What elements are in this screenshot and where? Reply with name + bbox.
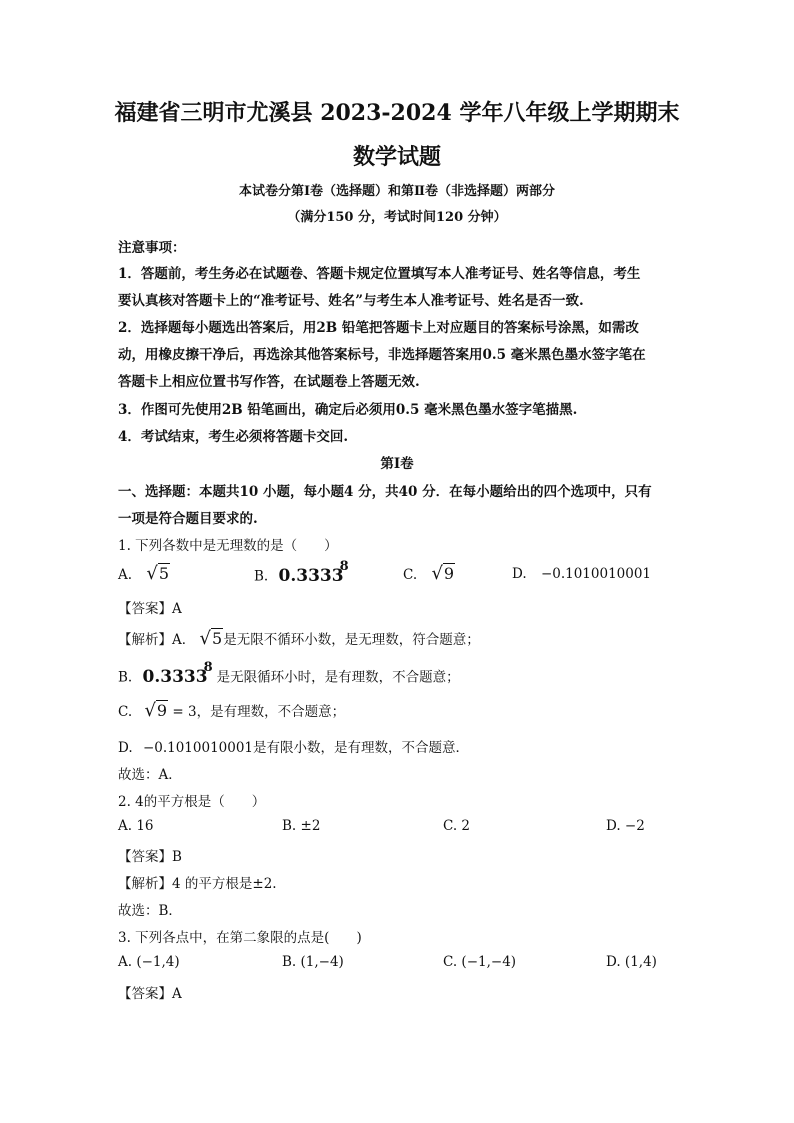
q2-option-a: A. 16 — [118, 818, 154, 834]
option-label: A. — [118, 567, 133, 583]
repeat-dot-mark: 8 — [339, 559, 349, 574]
q1-option-c — [403, 563, 455, 584]
repeat-dot-mark: 8 — [203, 660, 213, 675]
radicand: 9 — [443, 564, 455, 583]
notes-line: 1．答题前，考生务必在试题卷、答题卡规定位置填写本人准考证号、姓名等信息，考生 — [118, 266, 641, 282]
exam-scoring: （满分150 分，考试时间120 分钟） — [287, 210, 507, 225]
notes-line: 答题卡上相应位置书写作答，在试题卷上答题无效. — [118, 374, 420, 390]
question-3-stem: 3. 下列各点中，在第二象限的点是( ) — [118, 930, 362, 946]
notes-line: 4．考试结束，考生必须将答题卡交回. — [118, 429, 349, 445]
radicand: 5 — [158, 564, 170, 583]
sqrt-expression: √5 — [199, 628, 223, 649]
option-label: B. — [254, 568, 269, 585]
section-label: 第Ⅰ卷 — [380, 456, 414, 472]
q1-analysis-c: C. √9 = 3，是有理数，不合题意； — [118, 700, 346, 721]
q3-option-d: D. (1,4) — [606, 954, 657, 970]
equation-result: = 3 — [172, 704, 197, 720]
notes-line: 要认真核对答题卡上的“准考证号、姓名”与考生本人准考证号、姓名是否一致. — [118, 293, 584, 309]
option-label: C. — [403, 567, 418, 583]
section-instruction: 一、选择题：本题共10 小题，每小题4 分，共40 分．在每小题给出的四个选项中，只有 — [118, 484, 652, 500]
q2-analysis: 【解析】4 的平方根是±2. — [118, 876, 277, 892]
q1-analysis-d: D. −0.1010010001是有限小数，是有理数，不合题意． — [118, 740, 470, 756]
q3-answer: 【答案】A — [118, 986, 182, 1002]
q1-analysis-b: B. 0.3333$^8$是无限循环小时，是有理数，不合题意； — [118, 660, 460, 687]
option-value: −0.1010010001 — [540, 566, 652, 582]
q2-option-d: D. −2 — [606, 818, 645, 834]
q3-option-b: B. (1,−4) — [282, 954, 344, 970]
q1-option-a — [118, 563, 170, 584]
notes-heading: 注意事项： — [118, 240, 186, 256]
q2-answer: 【答案】B — [118, 849, 182, 865]
q2-conclusion: 故选：B． — [118, 903, 182, 919]
sqrt-expression: √9 — [431, 563, 455, 584]
radicand: 5 — [212, 629, 223, 648]
q1-option-d — [512, 566, 651, 582]
sqrt-expression: √9 — [144, 700, 168, 721]
q1-option-b — [254, 559, 353, 586]
q3-option-c: C. (−1,−4) — [443, 954, 517, 970]
option-label: D. — [512, 566, 527, 582]
q2-option-b: B. ±2 — [282, 818, 321, 834]
section-instruction: 一项是符合题目要求的. — [118, 511, 258, 527]
exam-title-line1: 福建省三明市尤溪县 2023-2024 学年八年级上学期期末 — [114, 100, 680, 126]
radicand: 9 — [156, 701, 168, 720]
q1-answer: 【答案】A — [118, 601, 182, 617]
notes-line: 动，用橡皮擦干净后，再选涂其他答案标号，非选择题答案用0.5 毫米黑色墨水签字笔在 — [118, 347, 646, 363]
sqrt-expression: √5 — [146, 563, 170, 584]
exam-title-line2: 数学试题 — [352, 144, 441, 170]
notes-line: 3．作图可先使用2B 铅笔画出，确定后必须用0.5 毫米黑色墨水签字笔描黑. — [118, 402, 578, 418]
question-1-stem: 1. 下列各数中是无理数的是（ ） — [118, 538, 338, 554]
q1-conclusion: 故选：A． — [118, 767, 182, 783]
repeating-decimal: 0.3333$^8$ — [142, 660, 213, 687]
q1-analysis-a: 【解析】A． √5是无限不循环小数，是无理数，符合题意； — [118, 628, 480, 649]
exam-intro: 本试卷分第Ⅰ卷（选择题）和第Ⅱ卷（非选择题）两部分 — [238, 184, 556, 199]
repeating-decimal: 0.3333$^8$ — [278, 559, 349, 586]
q3-option-a: A. (−1,4) — [118, 954, 180, 970]
question-2-stem: 2. 4的平方根是（ ） — [118, 794, 266, 810]
q2-option-c: C. 2 — [443, 818, 471, 834]
notes-line: 2．选择题每小题选出答案后，用2B 铅笔把答题卡上对应题目的答案标号涂黑，如需改 — [118, 320, 639, 336]
